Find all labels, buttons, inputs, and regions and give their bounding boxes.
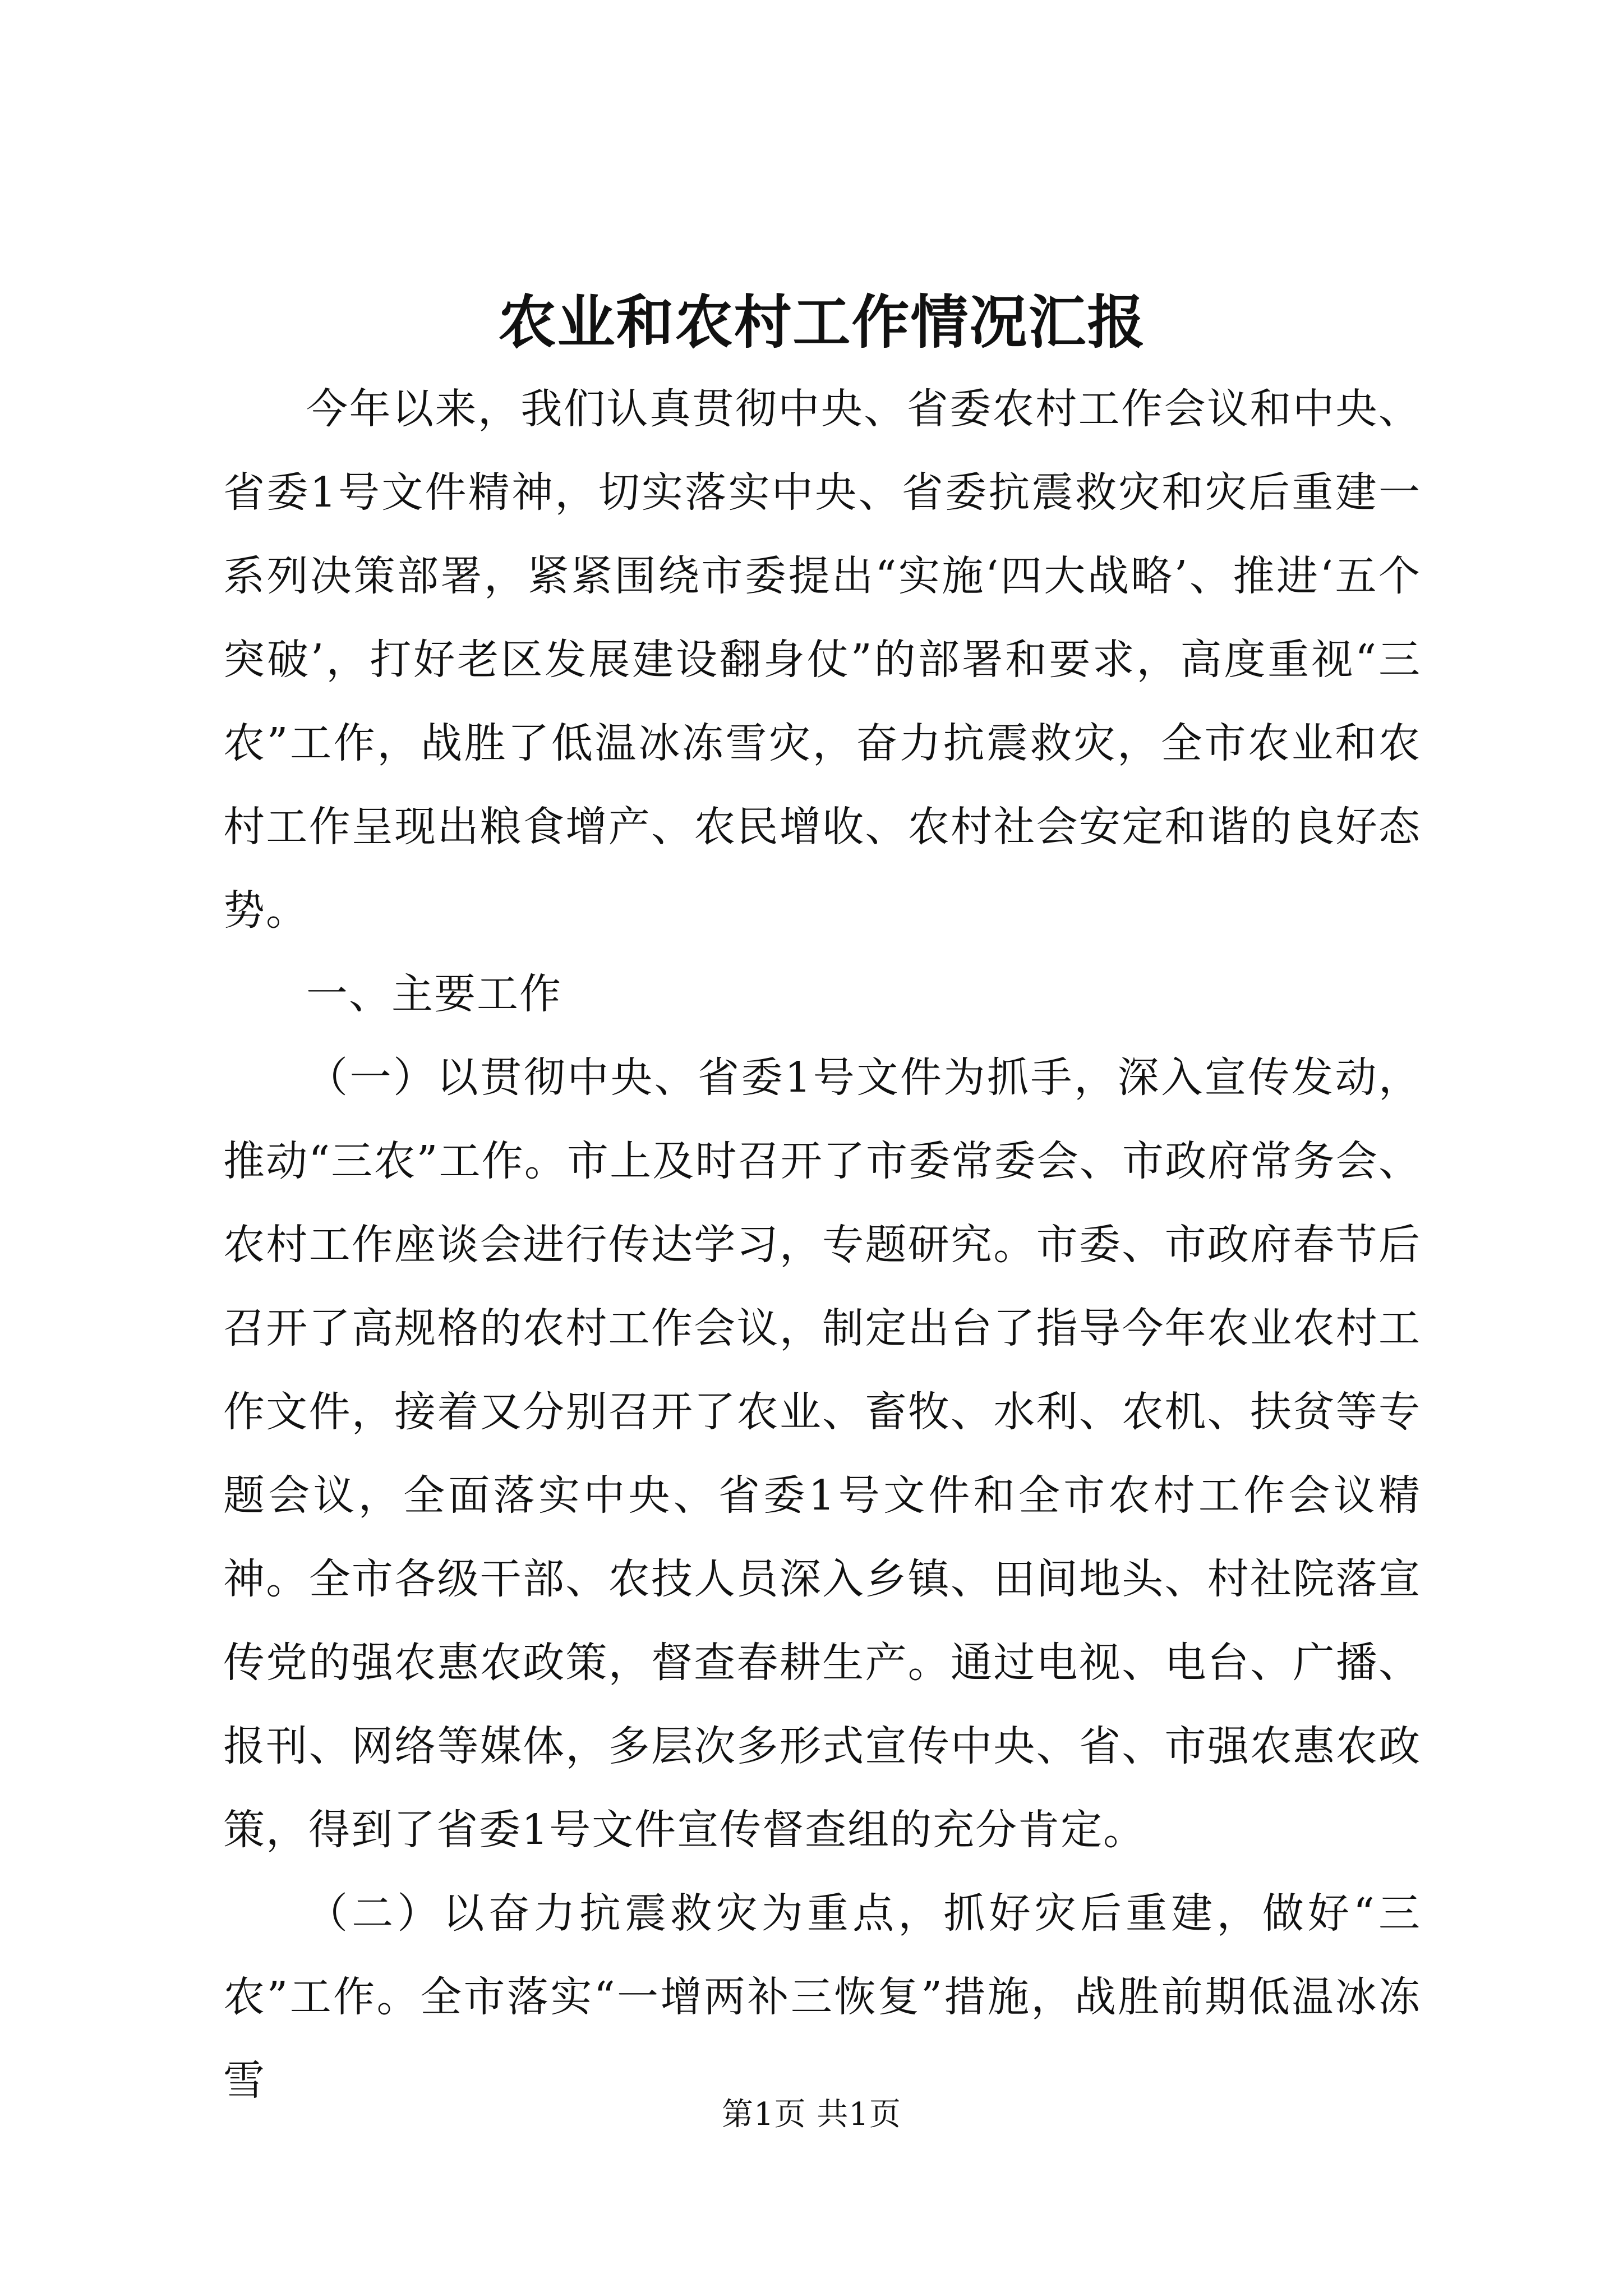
document-body [223, 278, 1421, 2123]
page-number-footer: 第1页 共1页 [721, 2096, 902, 2133]
paragraph-item-2: （二）以奋力抗震救灾为重点，抓好灾后重建，做好“三农”工作。全市落实“一增两补三恢复”措施，战胜前期低温冰冻雪 [223, 1889, 1421, 2105]
intro-paragraph: 今年以来，我们认真贯彻中央、省委农村工作会议和中央、省委1号文件精神，切实落实中央、省委抗震救灾和灾后重建一系列决策部署，紧紧围绕市委提出“实施‘四大战略’、推进‘五个突破’，打好老区发展建设翻身仗”的部署和要求，高度重视“三农”工作，战胜了低温冰冻雪灾，奋力抗震救灾，全市农业和农村工作呈现出粮食增产、农民增收、农村社会安定和谐的良好态势。 [223, 385, 1421, 935]
paragraph-item-1: （一）以贯彻中央、省委1号文件为抓手，深入宣传发动，推动“三农”工作。市上及时召开了市委常委会、市政府常务会、农村工作座谈会进行传达学习，专题研究。市委、市政府春节后召开了高规格的农村工作会议，制定出台了指导今年农业农村工作文件，接着又分别召开了农业、畜牧、水利、农机、扶贫等专题会议，全面落实中央、省委1号文件和全市农村工作会议精神。全市各级干部、农技人员深入乡镇、田间地头、村社院落宣传党的强农惠农政策，督查春耕生产。通过电视、电台、广播、报刊、网络等媒体，多层次多形式宣传中央、省、市强农惠农政策，得到了省委1号文件宣传督查组的充分肯定。 [223, 1053, 1421, 1854]
document-title: 农业和农村工作情况汇报 [498, 288, 1146, 356]
section-heading-main-work: 一、主要工作 [306, 970, 562, 1018]
